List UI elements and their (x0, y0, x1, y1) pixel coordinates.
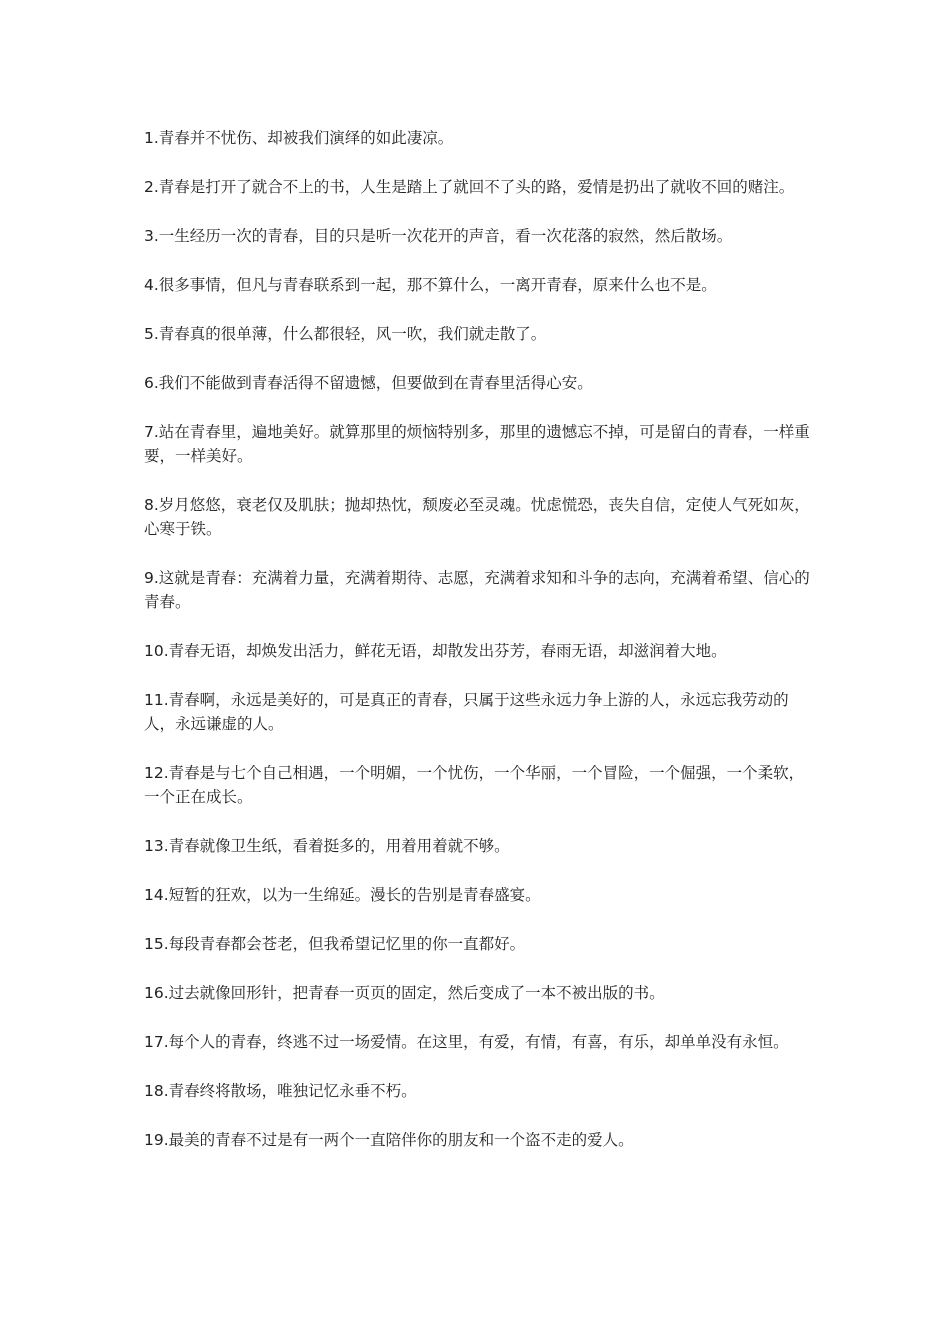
paragraph-6: 6.我们不能做到青春活得不留遗憾，但要做到在青春里活得心安。 (144, 374, 593, 392)
paragraph-4: 4.很多事情，但凡与青春联系到一起，那不算什么，一离开青春，原来什么也不是。 (144, 276, 717, 294)
paragraph-7: 7.站在青春里，遍地美好。就算那里的烦恼特别多，那里的遗憾忘不掉，可是留白的青春，一样重要，一样美好。 (144, 423, 810, 465)
paragraph-2: 2.青春是打开了就合不上的书，人生是踏上了就回不了头的路，爱情是扔出了就收不回的赌注。 (144, 178, 795, 196)
paragraph-5: 5.青春真的很单薄，什么都很轻，风一吹，我们就走散了。 (144, 325, 547, 343)
paragraph-18: 18.青春终将散场，唯独记忆永垂不朽。 (144, 1082, 417, 1100)
paragraph-11: 11.青春啊，永远是美好的，可是真正的青春，只属于这些永远力争上游的人，永远忘我劳动的人，永远谦虚的人。 (144, 691, 789, 733)
paragraph-17: 17.每个人的青春，终逃不过一场爱情。在这里，有爱，有情，有喜，有乐，却单单没有永恒。 (144, 1033, 789, 1051)
paragraph-8: 8.岁月悠悠，衰老仅及肌肤；抛却热忱，颓废必至灵魂。忧虑慌恐，丧失自信，定使人气死如灰，心寒于铁。 (144, 496, 810, 538)
paragraph-14: 14.短暂的狂欢，以为一生绵延。漫长的告别是青春盛宴。 (144, 886, 541, 904)
paragraph-12: 12.青春是与七个自己相遇，一个明媚，一个忧伤，一个华丽，一个冒险，一个倔强，一个柔软，一个正在成长。 (144, 764, 805, 806)
paragraph-16: 16.过去就像回形针，把青春一页页的固定，然后变成了一本不被出版的书。 (144, 984, 665, 1002)
paragraph-3: 3.一生经历一次的青春，目的只是听一次花开的声音，看一次花落的寂然，然后散场。 (144, 227, 733, 245)
paragraph-15: 15.每段青春都会苍老，但我希望记忆里的你一直都好。 (144, 935, 526, 953)
paragraph-13: 13.青春就像卫生纸，看着挺多的，用着用着就不够。 (144, 837, 510, 855)
document-body (144, 126, 812, 1177)
paragraph-19: 19.最美的青春不过是有一两个一直陪伴你的朋友和一个盗不走的爱人。 (144, 1131, 634, 1149)
paragraph-10: 10.青春无语，却焕发出活力，鲜花无语，却散发出芬芳，春雨无语，却滋润着大地。 (144, 642, 727, 660)
paragraph-9: 9.这就是青春：充满着力量，充满着期待、志愿，充满着求知和斗争的志向，充满着希望、信心的青春。 (144, 569, 810, 611)
paragraph-1: 1.青春并不忧伤、却被我们演绎的如此凄凉。 (144, 129, 454, 147)
